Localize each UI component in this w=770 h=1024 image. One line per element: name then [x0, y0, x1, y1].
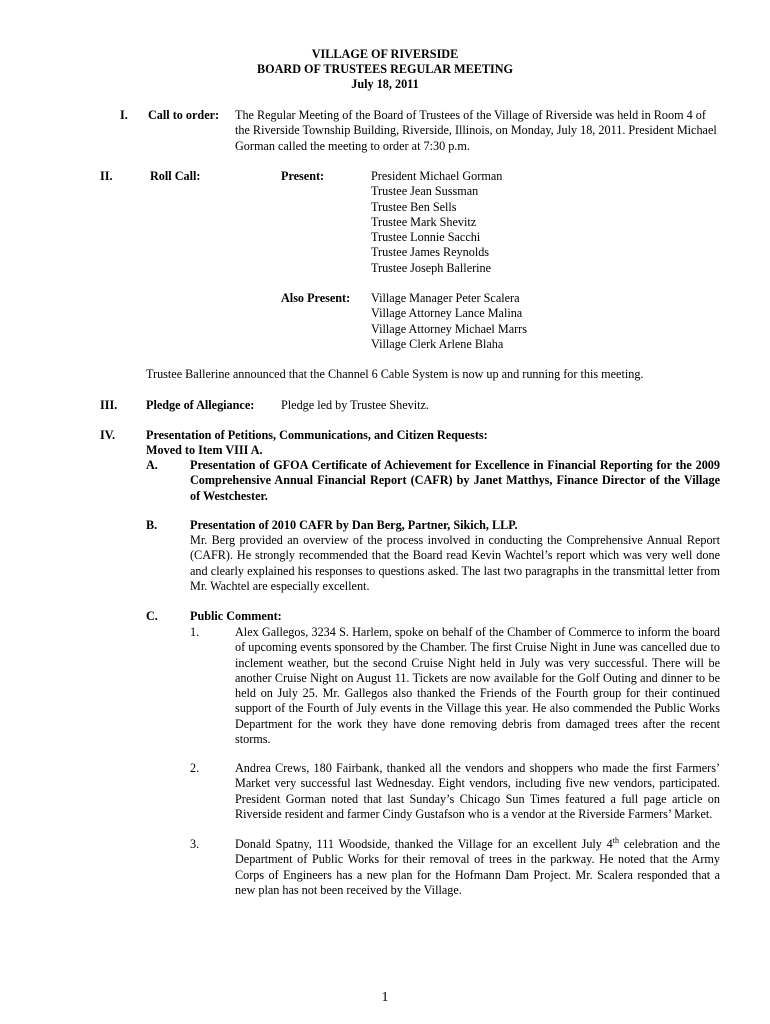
document-title: VILLAGE OF RIVERSIDE	[311, 47, 459, 61]
document-subtitle: BOARD OF TRUSTEES REGULAR MEETING	[257, 62, 513, 76]
list-item: President Michael Gorman	[371, 169, 503, 183]
comment-number: 2.	[190, 761, 200, 775]
list-item: Trustee Joseph Ballerine	[371, 260, 492, 275]
item-a-title: Presentation of GFOA Certificate of Achievement for Excellence in Financial Reporting for the 2009 Comprehensive Annual Financial Report (CAFR) by Janet Matthys, Finance Director of the Village of Westchester.	[190, 458, 720, 503]
list-item: Village Manager Peter Scalera	[371, 291, 520, 305]
also-present-label: Also Present:	[281, 291, 351, 305]
comment-number: 3.	[190, 837, 200, 851]
item-b-title: Presentation of 2010 CAFR by Dan Berg, Partner, Sikich, LLP.	[190, 518, 518, 532]
page-number: 1	[381, 990, 389, 1005]
pledge-text: Pledge led by Trustee Shevitz.	[281, 398, 429, 412]
section-numeral-i: I.	[120, 108, 128, 122]
present-label: Present:	[281, 169, 325, 183]
call-to-order-label: Call to order:	[148, 108, 220, 122]
item-letter-a: A.	[146, 458, 158, 472]
list-item: Trustee Lonnie Sacchi	[371, 230, 481, 245]
list-item: Village Clerk Arlene Blaha	[371, 336, 504, 351]
present-list	[371, 169, 502, 276]
also-present-list	[371, 291, 527, 352]
presentations-subheading: Moved to Item VIII A.	[146, 443, 263, 457]
comment-number: 1.	[190, 625, 200, 639]
list-item: Village Attorney Lance Malina	[371, 306, 523, 321]
public-comment-3: Donald Spatny, 111 Woodside, thanked the Village for an excellent July 4th celebration and the Department of Public Works for their removal of trees in the parkway. He noted that the Army Corps of Engineers has a new plan for the Hofmann Dam Project. Mr. Scalera responded that a new plan has not been received by the Village.	[235, 836, 720, 897]
section-numeral-ii: II.	[100, 169, 113, 183]
item-letter-c: C.	[146, 609, 158, 623]
list-item: Village Attorney Michael Marrs	[371, 321, 527, 336]
list-item: Trustee James Reynolds	[371, 245, 490, 260]
cable-announcement: Trustee Ballerine announced that the Channel 6 Cable System is now up and running for this meeting.	[146, 367, 644, 381]
item-c-title: Public Comment:	[190, 609, 282, 623]
meeting-date: July 18, 2011	[351, 77, 419, 91]
public-comment-2: Andrea Crews, 180 Fairbank, thanked all the vendors and shoppers who made the first Farmers’ Market very successful last Wednesday. Eight vendors, including five new vendors, participated. President Gorman noted that last Sunday’s Chicago Sun Times featured a full page article on Riverside resident and farmer Cindy Gustafson who is a vendor at the Riverside Farmers’ Market.	[235, 761, 720, 821]
list-item: Trustee Ben Sells	[371, 199, 457, 214]
presentations-heading: Presentation of Petitions, Communications, and Citizen Requests:	[146, 428, 488, 442]
section-numeral-iii: III.	[100, 398, 118, 412]
call-to-order-text: The Regular Meeting of the Board of Trustees of the Village of Riverside was held in Room 4 of the Riverside Township Building, Riverside, Illinois, on Monday, July 18, 2011. President Michael Gorman called the meeting to order at 7:30 p.m.	[235, 108, 717, 153]
item-letter-b: B.	[146, 518, 158, 532]
pledge-label: Pledge of Allegiance:	[146, 398, 255, 412]
public-comment-1: Alex Gallegos, 3234 S. Harlem, spoke on behalf of the Chamber of Commerce to inform the board of upcoming events sponsored by the Chamber. The first Cruise Night in June was cancelled due to inclement weather, but the second Cruise Night held in July was very successful. There will be another Cruise Night on August 11. Tickets are now available for the Golf Outing and dinner to be held on July 25. Mr. Gallegos also thanked the Friends of the Fourth group for their continued support of the Fourth of July events in the Village this year. He also commended the Public Works Department for the work they have done removing debris from damaged trees after the recent storms.	[235, 625, 720, 747]
item-b-text: Mr. Berg provided an overview of the process involved in conducting the Comprehensive Annual Report (CAFR). He strongly recommended that the Board read Kevin Wachtel’s report which was very well done and clearly explained his responses to questions asked. The last two paragraphs in the transmittal letter from Mr. Wachtel are especially excellent.	[190, 533, 720, 593]
roll-call-label: Roll Call:	[150, 169, 201, 183]
section-numeral-iv: IV.	[100, 428, 116, 442]
list-item: Trustee Jean Sussman	[371, 184, 479, 199]
list-item: Trustee Mark Shevitz	[371, 214, 477, 229]
